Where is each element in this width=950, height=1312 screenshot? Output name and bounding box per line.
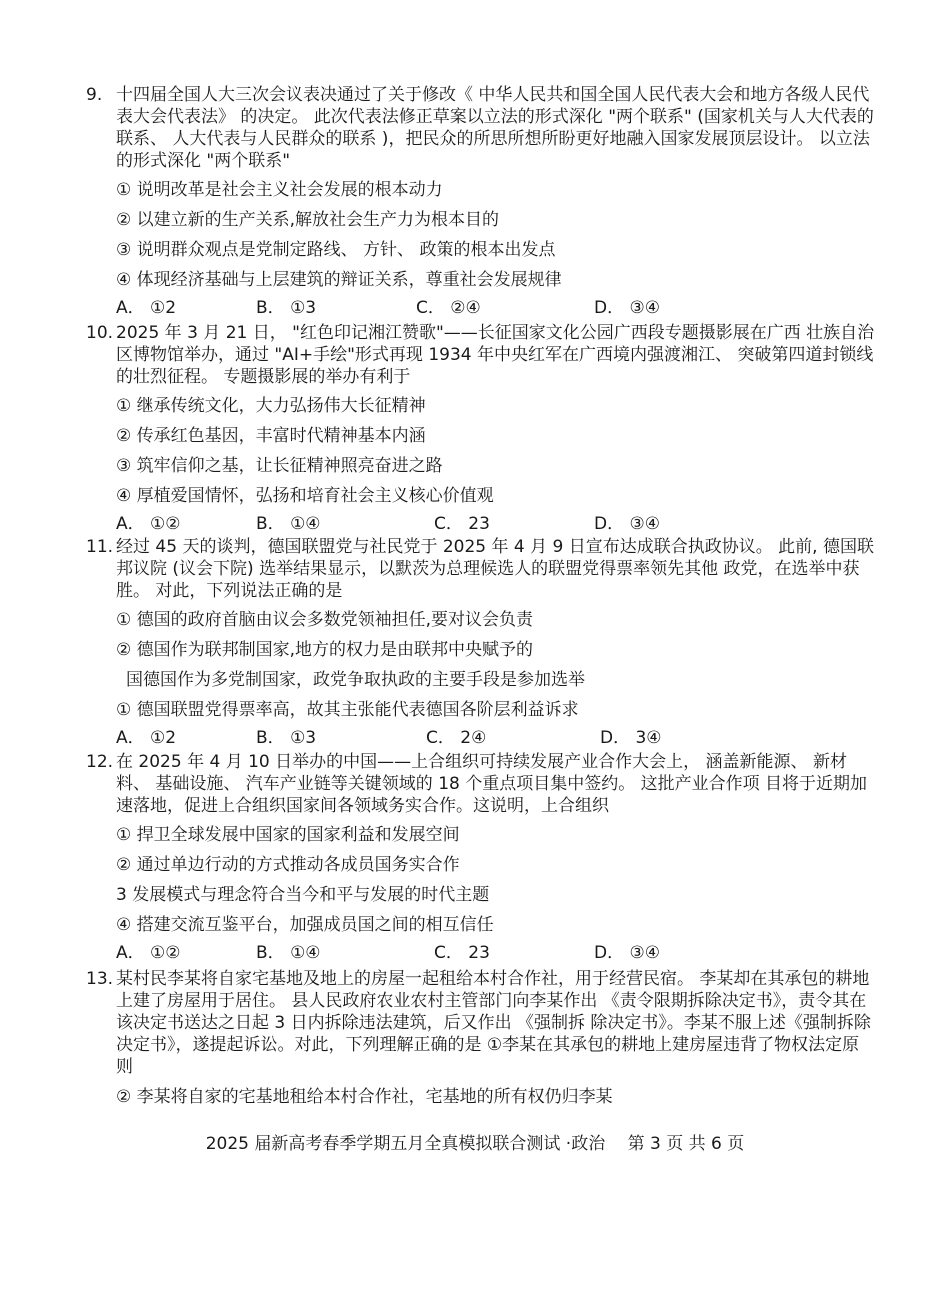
option-4: ④ 体现经济基础与上层建筑的辩证关系，尊重社会发展规律 xyxy=(116,270,562,290)
answer-b: B． ①3 xyxy=(256,298,317,318)
answer-choices xyxy=(116,727,876,749)
question-stem xyxy=(86,968,876,1078)
option-2: ② 以建立新的生产关系,解放社会生产力为根本目的 xyxy=(116,210,500,230)
question-number: 10. xyxy=(86,323,114,343)
option-4: ① 德国联盟党得票率高，故其主张能代表德国各阶层利益诉求 xyxy=(116,700,579,720)
answer-b: B． ①④ xyxy=(256,514,321,534)
question-text: 2025 年 3 月 21 日， "红色印记湘江赞歌"——长征国家文化公园广西段专题摄影展在广西 壮族自治区博物馆举办，通过 "AI+手绘"形式再现 1934 年中央红军在广西境内强渡湘江、 突破第四道封锁线的壮烈征程。 专题摄影展的举办有利于 xyxy=(116,323,875,387)
option-2: ② 李某将自家的宅基地租给本村合作社，宅基地的所有权仍归李某 xyxy=(116,1087,613,1107)
option-1: ① 说明改革是社会主义社会发展的根本动力 xyxy=(116,180,443,200)
answer-a: A． ①2 xyxy=(116,298,177,318)
answer-c: C． 2④ xyxy=(426,728,487,748)
option-3: 国德国作为多党制国家，政党争取执政的主要手段是参加选举 xyxy=(126,670,585,690)
option-1: ① 捍卫全球发展中国家的国家利益和发展空间 xyxy=(116,825,460,845)
question-text: 十四届全国人大三次会议表决通过了关于修改《 中华人民共和国全国人民代表大会和地方各级人民代表大会代表法》 的决定。 此次代表法修正草案以立法的形式深化 "两个联系" (国家机关与人大代表的联系、 人大代表与人民群众的联系 )，把民众的所思所想所盼更好地融入国家发展顶层设计。 以立法的形式深化 "两个联系" xyxy=(116,85,874,171)
answer-d: D． 3④ xyxy=(600,728,662,748)
question-text: 某村民李某将自家宅基地及地上的房屋一起租给本村合作社，用于经营民宿。 李某却在其承包的耕地上建了房屋用于居住。 县人民政府农业农村主管部门向李某作出 《责令限期拆除决定书》，责令其在该决定书送达之日起 3 日内拆除违法建筑，后又作出 《强制拆 除决定书》。李某不服上述《强制拆除决定书》，遂提起诉讼。对此，下列理解正确的是 ①李某在其承包的耕地上建房屋违背了物权法定原则 xyxy=(116,969,871,1077)
page-footer: 2025 届新高考春季学期五月全真模拟联合测试 ·政治 第 3 页 共 6 页 xyxy=(205,1134,745,1154)
option-1: ① 继承传统文化，大力弘扬伟大长征精神 xyxy=(116,396,426,416)
option-2: ② 德国作为联邦制国家,地方的权力是由联邦中央赋予的 xyxy=(116,640,534,660)
question-number: 11. xyxy=(86,537,114,557)
question-number: 9. xyxy=(86,85,103,105)
answer-a: A． ①2 xyxy=(116,728,177,748)
option-3: ③ 说明群众观点是党制定路线、 方针、 政策的根本出发点 xyxy=(116,240,556,260)
answer-b: B． ①④ xyxy=(256,943,321,963)
answer-choices xyxy=(116,513,876,535)
answer-c: C． 23 xyxy=(434,943,490,963)
question-11 xyxy=(86,536,876,749)
option-3: ③ 筑牢信仰之基，让长征精神照亮奋进之路 xyxy=(116,456,443,476)
answer-d: D． ③④ xyxy=(594,298,660,318)
option-1: ① 德国的政府首脑由议会多数党领袖担任,要对议会负责 xyxy=(116,610,534,630)
answer-a: A． ①② xyxy=(116,514,181,534)
option-3: 3 发展模式与理念符合当今和平与发展的时代主题 xyxy=(116,885,490,905)
question-10 xyxy=(86,322,876,535)
question-9 xyxy=(86,84,876,319)
question-text: 在 2025 年 4 月 10 日举办的中国——上合组织可持续发展产业合作大会上， 涵盖新能源、 新材料、 基础设施、 汽车产业链等关键领域的 18 个重点项目集中签约。 这批产业合作项 目将于近期加速落地，促进上合组织国家间各领域务实合作。这说明，上合组织 xyxy=(116,752,868,816)
answer-b: B． ①3 xyxy=(256,728,317,748)
answer-d: D． ③④ xyxy=(594,943,660,963)
question-text: 经过 45 天的谈判，德国联盟党与社民党于 2025 年 4 月 9 日宣布达成联合执政协议。 此前, 德国联邦议院 (议会下院) 选举结果显示，以默茨为总理候选人的联盟党得票率领先其他 政党，在选举中获胜。 对此，下列说法正确的是 xyxy=(116,537,874,601)
question-stem xyxy=(86,322,876,388)
question-stem xyxy=(86,751,876,817)
answer-a: A． ①② xyxy=(116,943,181,963)
answer-c: C． ②④ xyxy=(416,298,481,318)
option-2: ② 通过单边行动的方式推动各成员国务实合作 xyxy=(116,855,460,875)
question-number: 13. xyxy=(86,969,114,989)
answer-choices xyxy=(116,942,876,964)
answer-d: D． ③④ xyxy=(594,514,660,534)
question-12 xyxy=(86,751,876,964)
question-stem xyxy=(86,536,876,602)
option-2: ② 传承红色基因，丰富时代精神基本内涵 xyxy=(116,426,426,446)
question-stem xyxy=(86,84,876,172)
option-4: ④ 搭建交流互鉴平台，加强成员国之间的相互信任 xyxy=(116,915,494,935)
option-4: ④ 厚植爱国情怀，弘扬和培育社会主义核心价值观 xyxy=(116,486,494,506)
answer-c: C． 23 xyxy=(434,514,490,534)
answer-choices xyxy=(116,297,876,319)
question-13 xyxy=(86,968,876,1108)
question-number: 12. xyxy=(86,752,114,772)
